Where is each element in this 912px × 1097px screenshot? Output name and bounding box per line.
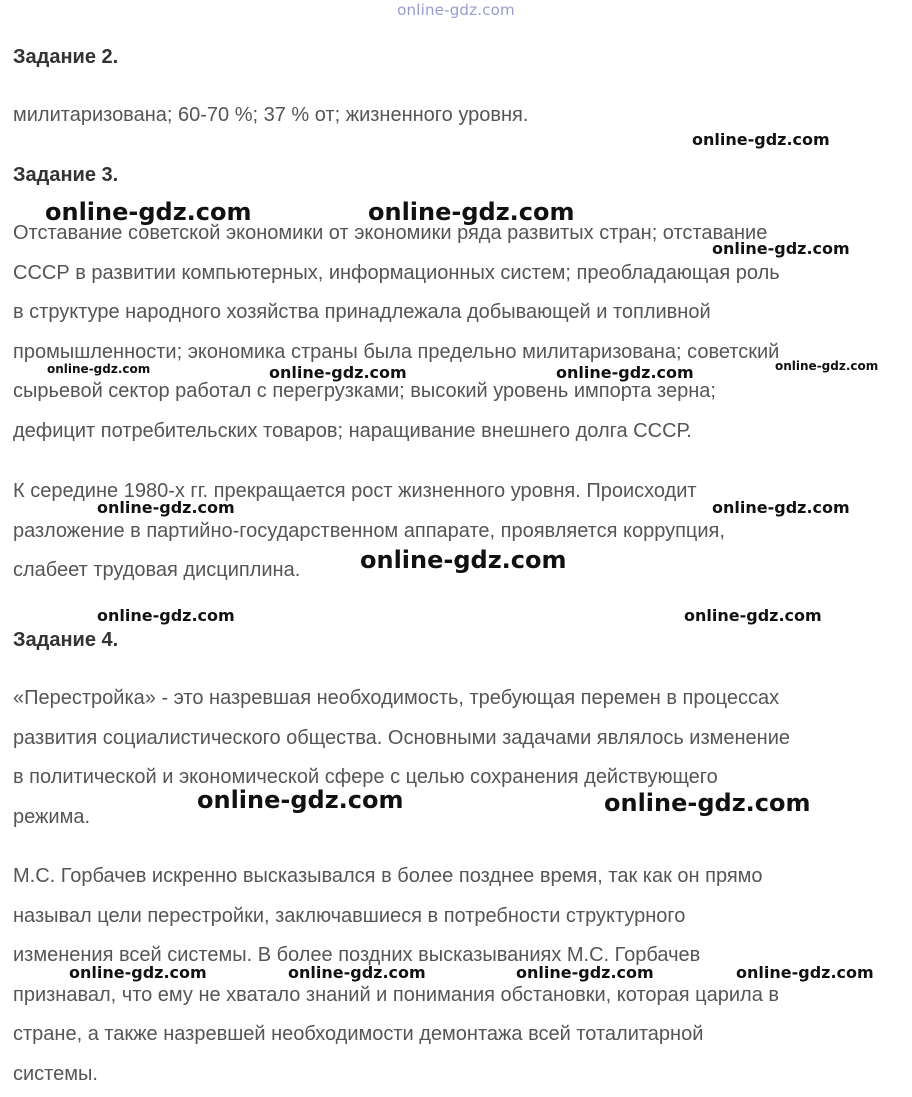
watermark: online-gdz.com: [197, 786, 404, 814]
text-line: признавал, что ему не хватало знаний и понимания обстановки, которая царила в: [13, 983, 779, 1006]
text-line: СССР в развитии компьютерных, информационных систем; преобладающая роль: [13, 261, 780, 284]
text-line: Отставание советской экономики от экономики ряда развитых стран; отставание: [13, 222, 768, 244]
text-line: системы.: [13, 1062, 98, 1085]
task-2-answer: [13, 96, 528, 136]
task-2-heading: Задание 2.: [13, 46, 119, 68]
text-line: промышленности; экономика страны была предельно милитаризована; советский: [13, 340, 780, 363]
watermark: online-gdz.com: [97, 606, 235, 625]
watermark: online-gdz.com: [775, 359, 879, 373]
watermark: online-gdz.com: [45, 198, 252, 226]
task-4-heading: Задание 4.: [13, 629, 119, 651]
watermark: online-gdz.com: [604, 789, 811, 817]
text-line: слабеет трудовая дисциплина.: [13, 559, 301, 581]
task-3-paragraph-1: [13, 214, 780, 451]
watermark: online-gdz.com: [712, 239, 850, 258]
text-line: изменения всей системы. В более поздних высказываниях М.С. Горбачев: [13, 944, 701, 966]
watermark: online-gdz.com: [516, 963, 654, 982]
text-line: милитаризована; 60-70 %; 37 % от; жизненного уровня.: [13, 104, 529, 126]
text-line: развития социалистического общества. Основными задачами являлось изменение: [13, 726, 791, 749]
text-line: К середине 1980-х гг. прекращается рост жизненного уровня. Происходит: [13, 480, 697, 502]
text-line: стране, а также назревшей необходимости демонтажа всей тоталитарной: [13, 1023, 704, 1045]
watermark: online-gdz.com: [736, 963, 874, 982]
text-line: в политической и экономической сфере с целью сохранения действующего: [13, 766, 718, 788]
text-line: дефицит потребительских товаров; наращивание внешнего долга СССР.: [13, 419, 692, 442]
text-line: разложение в партийно-государственном аппарате, проявляется коррупция,: [13, 519, 725, 542]
watermark: online-gdz.com: [692, 130, 830, 149]
watermark: online-gdz.com: [269, 363, 407, 382]
watermark: online-gdz.com: [684, 606, 822, 625]
text-line: режима.: [13, 805, 91, 828]
watermark: online-gdz.com: [288, 963, 426, 982]
watermark: online-gdz.com: [368, 198, 575, 226]
task-3-heading: Задание 3.: [13, 164, 119, 186]
watermark: online-gdz.com: [47, 362, 151, 376]
text-line: называл цели перестройки, заключавшиеся в потребности структурного: [13, 904, 686, 927]
text-line: сырьевой сектор работал с перегрузками; высокий уровень импорта зерна;: [13, 380, 716, 402]
text-line: «Перестройка» - это назревшая необходимость, требующая перемен в процессах: [13, 687, 780, 709]
watermark: online-gdz.com: [97, 498, 235, 517]
text-line: в структуре народного хозяйства принадлежала добывающей и топливной: [13, 301, 711, 323]
text-line: М.С. Горбачев искренно высказывался в более позднее время, так как он прямо: [13, 865, 763, 887]
watermark: online-gdz.com: [69, 963, 207, 982]
top-watermark: online-gdz.com: [397, 1, 515, 19]
watermark: online-gdz.com: [360, 546, 567, 574]
watermark: online-gdz.com: [712, 498, 850, 517]
watermark: online-gdz.com: [556, 363, 694, 382]
